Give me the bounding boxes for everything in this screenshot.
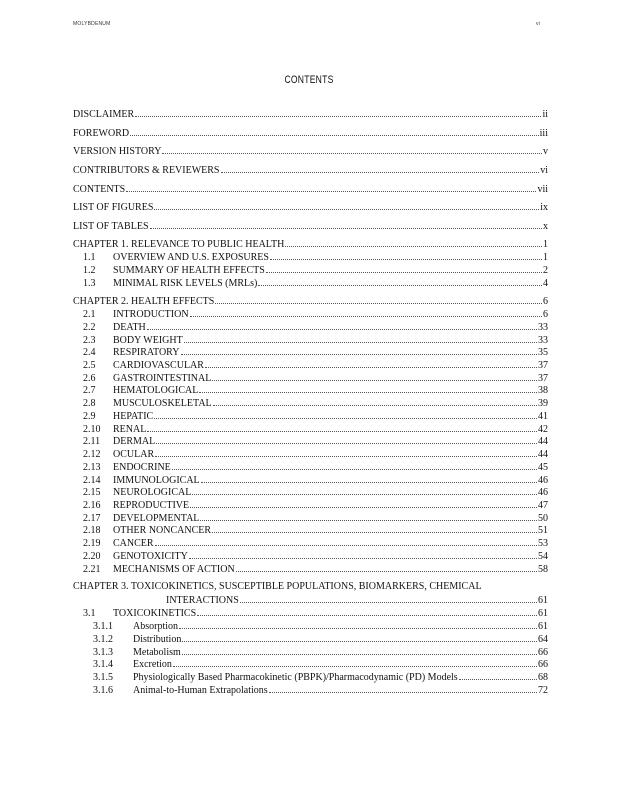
dot-leader [213, 397, 537, 406]
toc-entry-label: CHAPTER 1. RELEVANCE TO PUBLIC HEALTH [73, 239, 285, 250]
toc-entry-label: OCULAR [113, 449, 155, 460]
toc-entry-page: 61 [538, 621, 548, 632]
toc-entry-label: INTERACTIONS [166, 595, 239, 606]
dot-leader [189, 550, 537, 559]
toc-entry-page: 72 [538, 685, 548, 696]
toc-entry-number: 3.1.2 [93, 634, 113, 645]
toc-entry-number: 2.11 [83, 436, 101, 447]
toc-entry[interactable] [73, 448, 548, 460]
toc-entry-page: 6 [543, 309, 548, 320]
toc-entry-label: GASTROINTESTINAL [113, 373, 212, 384]
toc-entry-label: LIST OF FIGURES [73, 202, 154, 213]
toc-entry-page: 2 [543, 265, 548, 276]
toc-entry[interactable] [73, 524, 548, 536]
toc-entry-page: vii [537, 184, 548, 195]
toc-entry[interactable] [73, 251, 548, 263]
dot-leader [459, 671, 537, 680]
toc-entry-label: VERSION HISTORY [73, 146, 162, 157]
toc-entry-label: OVERVIEW AND U.S. EXPOSURES [113, 252, 269, 263]
toc-entry[interactable] [73, 108, 548, 120]
toc-entry[interactable] [73, 512, 548, 524]
toc-entry[interactable] [73, 684, 548, 696]
toc-entry[interactable] [73, 499, 548, 511]
dot-leader [190, 308, 542, 317]
toc-entry-label: MECHANISMS OF ACTION [113, 564, 235, 575]
toc-entry-number: 2.18 [83, 525, 101, 536]
dot-leader [179, 620, 537, 629]
toc-entry[interactable] [73, 461, 548, 473]
toc-entry-number: 2.2 [83, 322, 96, 333]
toc-entry-label: Absorption [133, 621, 178, 632]
dot-leader [266, 264, 542, 273]
toc-entry-page: 37 [538, 360, 548, 371]
toc-entry-number: 2.6 [83, 373, 96, 384]
toc-entry-label: MINIMAL RISK LEVELS (MRLs) [113, 278, 258, 289]
toc-entry-page: vi [540, 165, 548, 176]
toc-entry[interactable] [73, 164, 548, 176]
toc-entry[interactable] [73, 183, 548, 195]
toc-entry-page: 66 [538, 659, 548, 670]
toc-entry-label: CONTRIBUTORS & REVIEWERS [73, 165, 220, 176]
toc-entry-page: 66 [538, 647, 548, 658]
toc-entry[interactable] [73, 397, 548, 409]
toc-entry-number: 3.1.5 [93, 672, 113, 683]
toc-entry-page: 33 [538, 335, 548, 346]
dot-leader [147, 321, 537, 330]
toc-entry-label: TOXICOKINETICS [113, 608, 197, 619]
toc-entry[interactable] [73, 633, 548, 645]
dot-leader [200, 512, 537, 521]
toc-entry[interactable] [73, 238, 548, 250]
dot-leader [212, 372, 537, 381]
toc-entry-page: 54 [538, 551, 548, 562]
toc-entry-page: ix [540, 202, 548, 213]
toc-entry[interactable] [73, 264, 548, 276]
toc-entry-number: 3.1 [83, 608, 96, 619]
dot-leader [285, 238, 542, 247]
toc-entry-number: 2.21 [83, 564, 101, 575]
toc-entry-page: 68 [538, 672, 548, 683]
toc-entry-page: 58 [538, 564, 548, 575]
toc-entry-label: INTRODUCTION [113, 309, 189, 320]
toc-entry[interactable] [73, 346, 548, 358]
dot-leader [205, 359, 537, 368]
toc-entry[interactable] [73, 277, 548, 289]
toc-entry[interactable] [73, 474, 548, 486]
toc-entry-page: x [543, 221, 548, 232]
toc-entry-label: Distribution [133, 634, 182, 645]
toc-entry-page: v [543, 146, 548, 157]
dot-leader [240, 594, 537, 603]
toc-entry-label: ENDOCRINE [113, 462, 171, 473]
toc-entry-number: 2.7 [83, 385, 96, 396]
toc-entry-number: 2.3 [83, 335, 96, 346]
toc-entry-label: RENAL [113, 424, 147, 435]
dot-leader [155, 537, 537, 546]
toc-entry[interactable] [73, 334, 548, 346]
toc-entry[interactable] [73, 321, 548, 333]
toc-entry[interactable] [73, 201, 548, 213]
toc-entry-label: OTHER NONCANCER [113, 525, 212, 536]
dot-leader [269, 684, 537, 693]
dot-leader [190, 499, 537, 508]
dot-leader [221, 164, 540, 173]
running-header-page-number: vi [536, 21, 541, 27]
dot-leader [201, 474, 537, 483]
toc-entry-page: 50 [538, 513, 548, 524]
toc-entry-label: HEMATOLOGICAL [113, 385, 199, 396]
toc-entry-number: 2.5 [83, 360, 96, 371]
dot-leader [135, 108, 541, 117]
dot-leader [130, 127, 539, 136]
dot-leader [154, 410, 537, 419]
toc-entry-page: 41 [538, 411, 548, 422]
toc-entry[interactable] [73, 423, 548, 435]
toc-entry-label: MUSCULOSKELETAL [113, 398, 212, 409]
toc-entry[interactable] [73, 671, 548, 683]
dot-leader [258, 277, 542, 286]
toc-entry-number: 3.1.1 [93, 621, 113, 632]
toc-entry[interactable] [73, 220, 548, 232]
toc-entry[interactable] [73, 145, 548, 157]
toc-entry[interactable] [73, 658, 548, 670]
dot-leader [162, 145, 542, 154]
toc-entry-number: 2.13 [83, 462, 101, 473]
toc-entry[interactable] [73, 607, 548, 619]
toc-entry-number: 2.8 [83, 398, 96, 409]
dot-leader [192, 486, 537, 495]
toc-entry-label: IMMUNOLOGICAL [113, 475, 200, 486]
toc-entry[interactable] [73, 435, 548, 447]
dot-leader [215, 295, 542, 304]
toc-entry-page: 46 [538, 475, 548, 486]
toc-entry-label: Excretion [133, 659, 172, 670]
dot-leader [199, 384, 537, 393]
toc-entry-page: 64 [538, 634, 548, 645]
toc-entry-number: 2.9 [83, 411, 96, 422]
toc-entry-label: CONTENTS [73, 184, 126, 195]
toc-entry-label: CARDIOVASCULAR [113, 360, 204, 371]
toc-entry-page: 44 [538, 436, 548, 447]
toc-entry-label: Physiologically Based Pharmacokinetic (PBPK)/Pharmacodynamic (PD) Models [133, 672, 458, 683]
dot-leader [172, 461, 537, 470]
toc-entry[interactable] [73, 295, 548, 307]
toc-entry-label: LIST OF TABLES [73, 221, 149, 232]
dot-leader [270, 251, 542, 260]
toc-entry-page: 35 [538, 347, 548, 358]
toc-entry-label: NEUROLOGICAL [113, 487, 192, 498]
toc-entry[interactable] [73, 594, 548, 606]
toc-entry-number: 3.1.3 [93, 647, 113, 658]
dot-leader [154, 201, 539, 210]
toc-entry[interactable] [73, 563, 548, 575]
dot-leader [150, 220, 542, 229]
toc-entry[interactable] [73, 127, 548, 139]
toc-entry-number: 2.20 [83, 551, 101, 562]
toc-entry-page: iii [539, 128, 548, 139]
toc-entry-number: 2.17 [83, 513, 101, 524]
dot-leader [197, 607, 537, 616]
toc-entry-number: 2.1 [83, 309, 96, 320]
toc-entry-page: 1 [543, 239, 548, 250]
toc-entry-label: FOREWORD [73, 128, 130, 139]
toc-entry[interactable] [73, 550, 548, 562]
dot-leader [184, 334, 537, 343]
toc-entry-page: 46 [538, 487, 548, 498]
toc-entry-number: 2.16 [83, 500, 101, 511]
toc-entry-number: 3.1.4 [93, 659, 113, 670]
toc-entry-label: REPRODUCTIVE [113, 500, 190, 511]
toc-entry-label: BODY WEIGHT [113, 335, 183, 346]
toc-entry-label: RESPIRATORY [113, 347, 180, 358]
toc-entry[interactable] [73, 581, 548, 593]
dot-leader [156, 435, 537, 444]
toc-entry-number: 1.2 [83, 265, 96, 276]
toc-entry[interactable] [73, 384, 548, 396]
toc-entry-label: DERMAL [113, 436, 156, 447]
toc-entry-page: 4 [543, 278, 548, 289]
toc-entry-page: 61 [538, 608, 548, 619]
toc-entry-label: CHAPTER 3. TOXICOKINETICS, SUSCEPTIBLE POPULATIONS, BIOMARKERS, CHEMICAL [73, 581, 482, 592]
toc-entry[interactable] [73, 308, 548, 320]
dot-leader [182, 646, 537, 655]
toc-entry[interactable] [73, 486, 548, 498]
toc-entry-page: 1 [543, 252, 548, 263]
toc-entry[interactable] [73, 537, 548, 549]
toc-entry-page: 44 [538, 449, 548, 460]
toc-entry-page: 53 [538, 538, 548, 549]
toc-entry-page: 6 [543, 296, 548, 307]
toc-entry-label: DEATH [113, 322, 146, 333]
toc-entry-label: Metabolism [133, 647, 181, 658]
toc-entry-page: 51 [538, 525, 548, 536]
toc-entry-page: 38 [538, 385, 548, 396]
dot-leader [147, 423, 537, 432]
toc-entry-page: 47 [538, 500, 548, 511]
toc-entry-page: ii [542, 109, 548, 120]
dot-leader [173, 658, 537, 667]
page-title: CONTENTS [284, 74, 334, 86]
toc-entry-page: 37 [538, 373, 548, 384]
toc-entry-number: 2.19 [83, 538, 101, 549]
toc-entry[interactable] [73, 372, 548, 384]
toc-entry[interactable] [73, 410, 548, 422]
toc-entry-page: 42 [538, 424, 548, 435]
toc-entry-number: 2.4 [83, 347, 96, 358]
toc-entry-page: 61 [538, 595, 548, 606]
toc-entry[interactable] [73, 620, 548, 632]
running-header-title: MOLYBDENUM [73, 21, 111, 27]
toc-entry-label: CHAPTER 2. HEALTH EFFECTS [73, 296, 215, 307]
dot-leader [126, 183, 536, 192]
dot-leader [212, 524, 537, 533]
toc-entry-number: 2.10 [83, 424, 101, 435]
toc-entry-number: 1.3 [83, 278, 96, 289]
toc-entry-number: 2.12 [83, 449, 101, 460]
toc-entry-label: HEPATIC [113, 411, 154, 422]
toc-entry-label: Animal-to-Human Extrapolations [133, 685, 268, 696]
toc-entry-number: 1.1 [83, 252, 96, 263]
toc-entry-label: GENOTOXICITY [113, 551, 188, 562]
toc-entry-label: DEVELOPMENTAL [113, 513, 200, 524]
toc-entry-number: 2.14 [83, 475, 101, 486]
dot-leader [236, 563, 537, 572]
toc-entry-page: 39 [538, 398, 548, 409]
dot-leader [155, 448, 537, 457]
toc-entry-page: 33 [538, 322, 548, 333]
dot-leader [181, 346, 537, 355]
dot-leader [182, 633, 537, 642]
toc-entry-page: 45 [538, 462, 548, 473]
toc-entry-number: 2.15 [83, 487, 101, 498]
toc-entry[interactable] [73, 646, 548, 658]
toc-entry-label: DISCLAIMER [73, 109, 135, 120]
toc-entry-label: SUMMARY OF HEALTH EFFECTS [113, 265, 265, 276]
toc-entry[interactable] [73, 359, 548, 371]
toc-entry-number: 3.1.6 [93, 685, 113, 696]
toc-entry-label: CANCER [113, 538, 154, 549]
